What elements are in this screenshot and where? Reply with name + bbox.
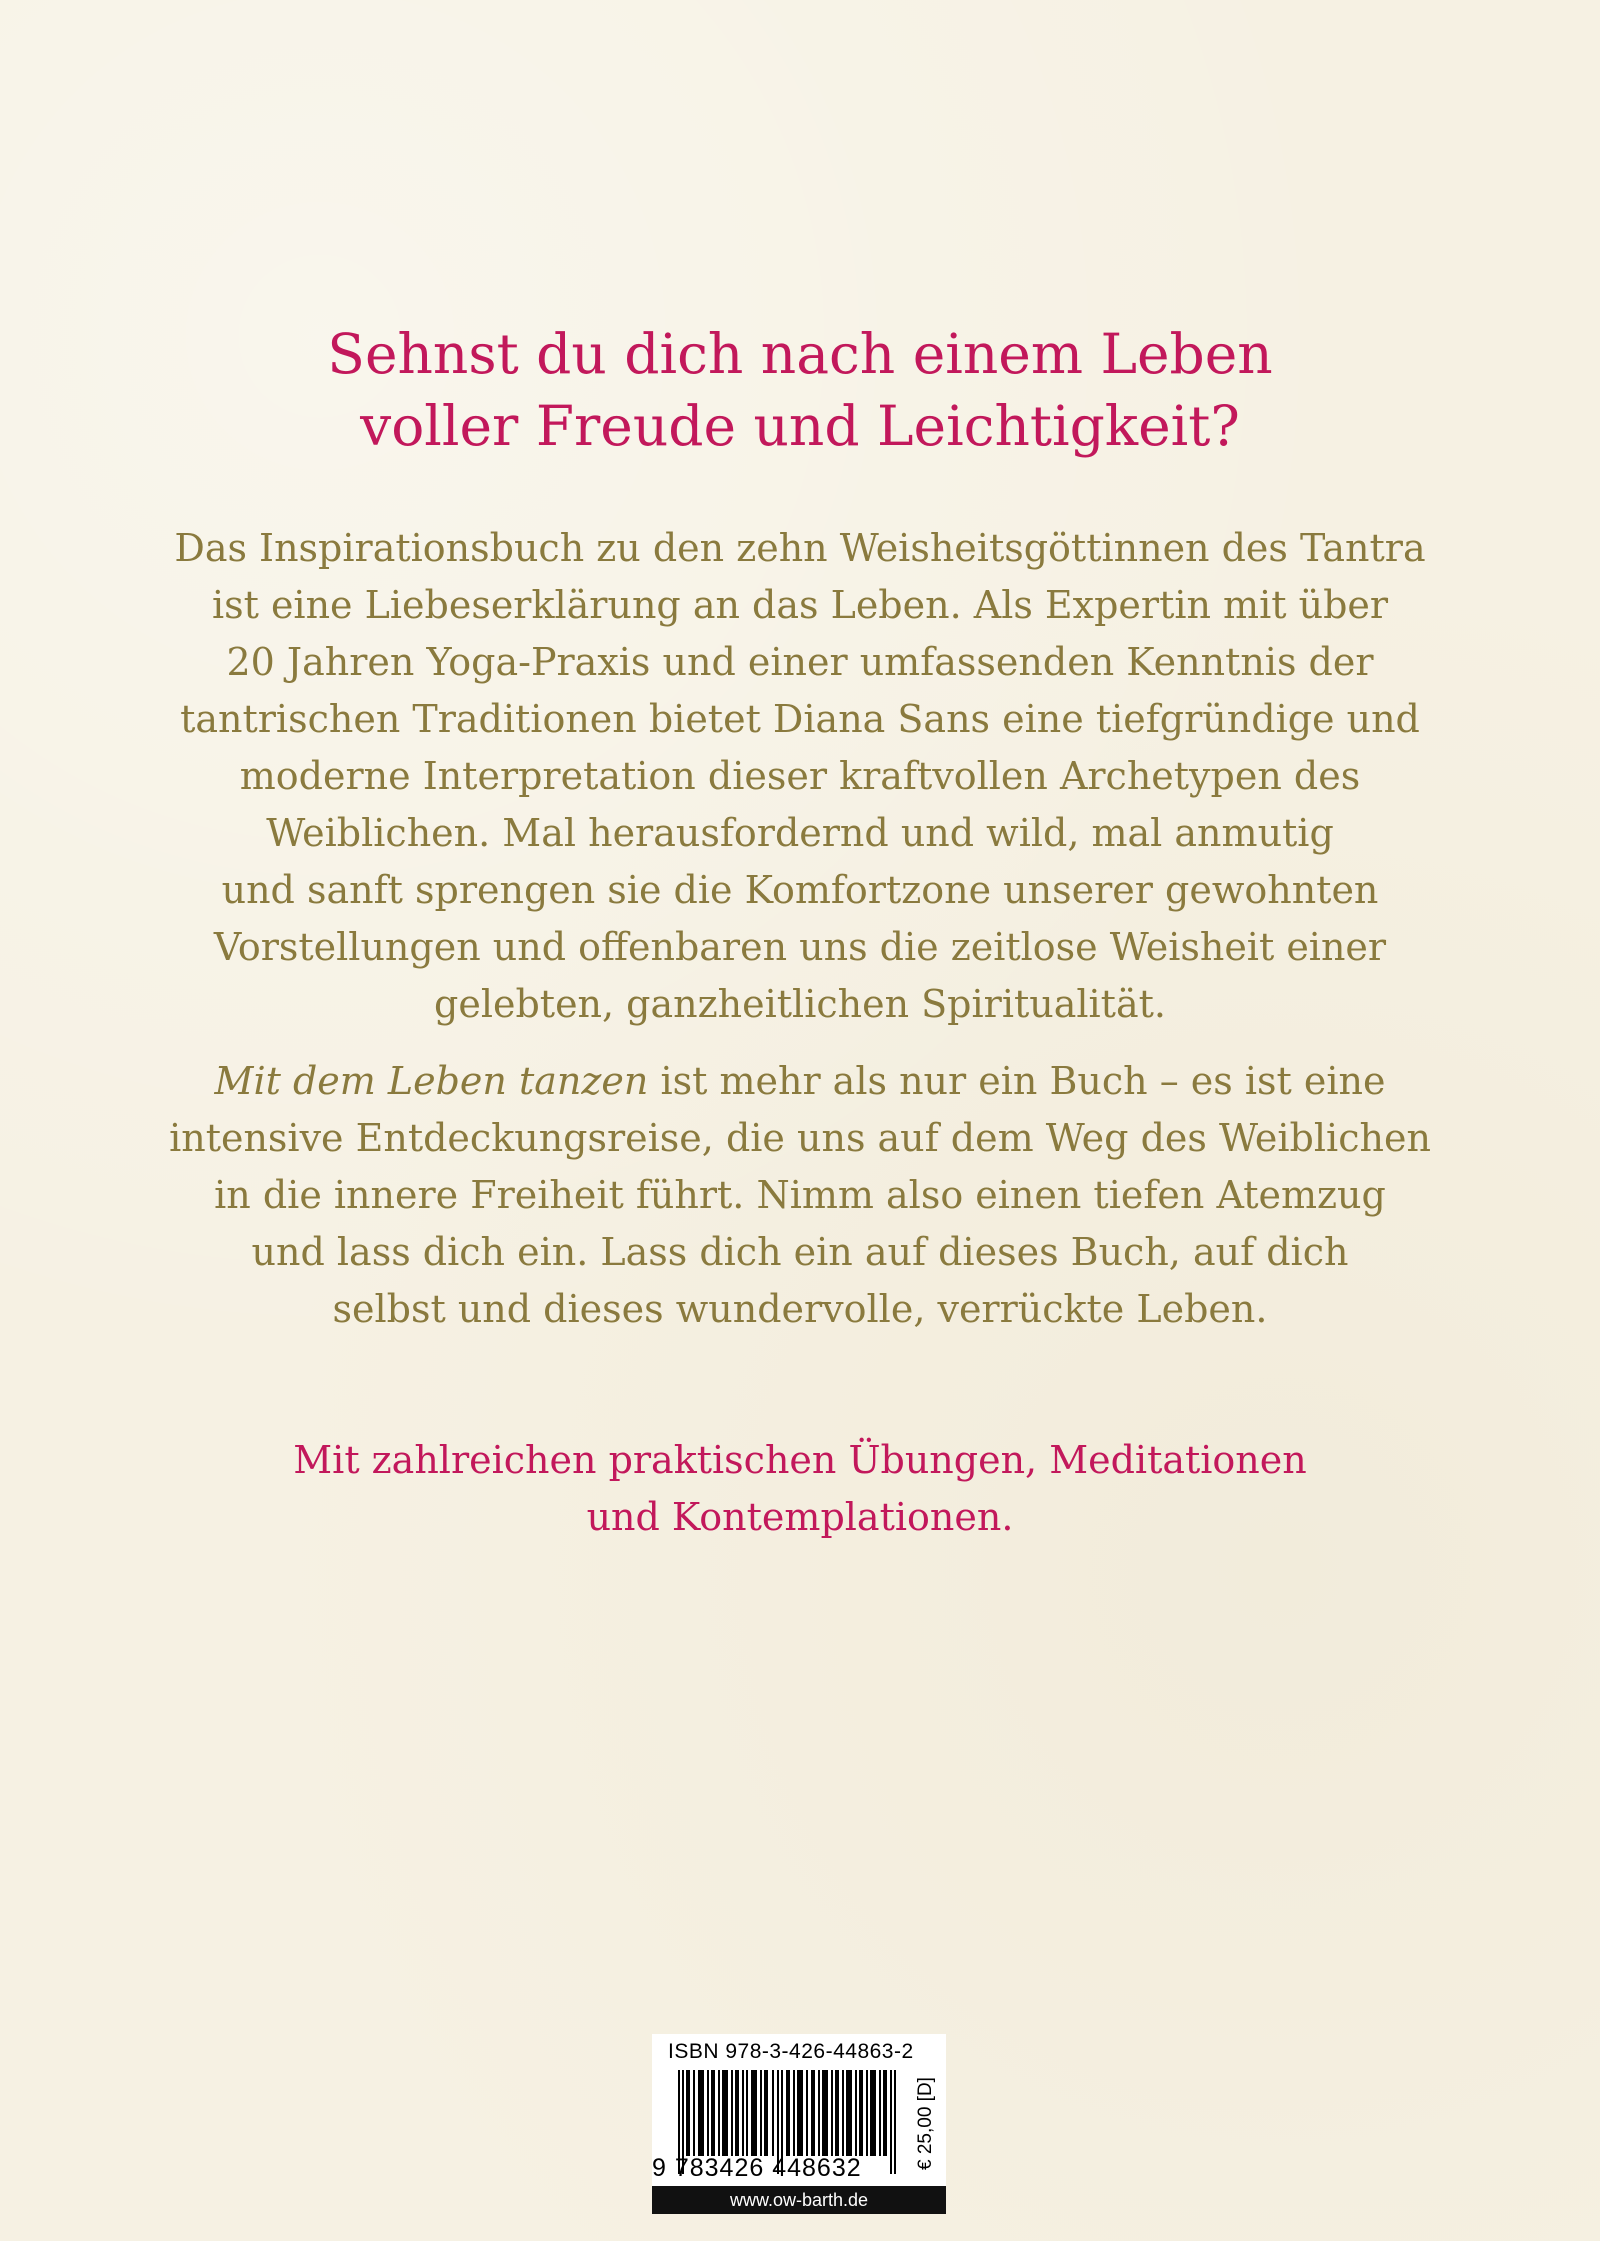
description-line: selbst und dieses wundervolle, verrückte Leben. [332, 1287, 1268, 1331]
description-line: ist eine Liebeserklärung an das Leben. Als Expertin mit über [211, 583, 1389, 627]
description [0, 520, 1600, 1338]
headline [0, 318, 1600, 462]
barcode-digits: 9 783426 448632 [652, 2154, 862, 2182]
features-note [0, 1432, 1600, 1546]
barcode-block [652, 2034, 946, 2214]
description-line: Das Inspirationsbuch zu den zehn Weisheitsgöttinnen des Tantra [174, 526, 1426, 570]
price-label: € 25,00 [D] [915, 2077, 936, 2171]
publisher-url: www.ow-barth.de [652, 2186, 946, 2214]
features-line: Mit zahlreichen praktischen Übungen, Meditationen [293, 1438, 1307, 1482]
description-line: und lass dich ein. Lass dich ein auf dieses Buch, auf dich [251, 1230, 1349, 1274]
description-line: 20 Jahren Yoga-Praxis und einer umfassenden Kenntnis der [226, 640, 1374, 684]
headline-line: Sehnst du dich nach einem Leben [327, 322, 1273, 386]
book-title: Mit dem Leben tanzen [214, 1059, 649, 1103]
isbn-label: ISBN 978-3-426-44863-2 [668, 2040, 914, 2063]
description-line: Weiblichen. Mal herausfordernd und wild, mal anmutig [266, 811, 1334, 855]
description-line: in die innere Freiheit führt. Nimm also einen tiefen Atemzug [214, 1173, 1386, 1217]
features-line: und Kontemplationen. [586, 1495, 1014, 1539]
description-line: moderne Interpretation dieser kraftvollen Archetypen des [239, 754, 1361, 798]
description-line: tantrischen Traditionen bietet Diana Sans eine tiefgründige und [180, 697, 1420, 741]
description-line: intensive Entdeckungsreise, die uns auf dem Weg des Weiblichen [169, 1116, 1431, 1160]
description-line: und sanft sprengen sie die Komfortzone unserer gewohnten [221, 868, 1379, 912]
description-line [0, 1053, 1600, 1110]
description-line: Vorstellungen und offenbaren uns die zeitlose Weisheit einer [213, 925, 1387, 969]
description-line: gelebten, ganzheitlichen Spiritualität. [434, 982, 1166, 1026]
description-text: ist mehr als nur ein Buch – es ist eine [648, 1059, 1386, 1103]
headline-line: voller Freude und Leichtigkeit? [360, 394, 1240, 458]
